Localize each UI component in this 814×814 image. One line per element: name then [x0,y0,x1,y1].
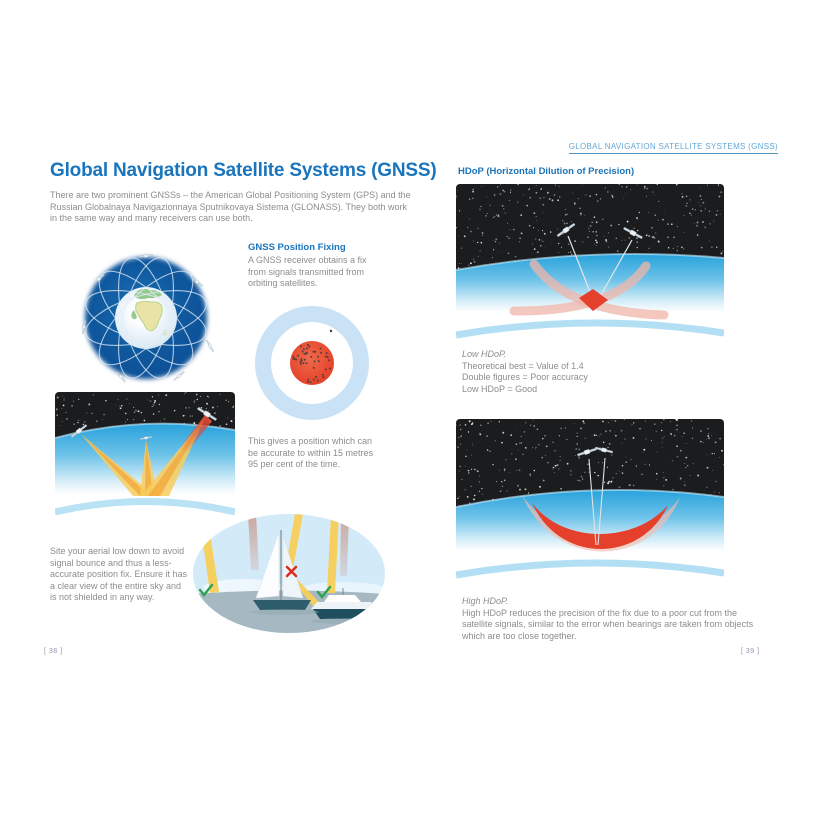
text-line: a clear view of the entire sky and [50,580,182,591]
text-line: orbiting satellites. [248,278,318,288]
page-number-left: [ 38 ] [44,648,63,655]
fix-dots [255,306,369,420]
signal-convergence-illustration [55,392,235,520]
text-line: from signals transmitted from [248,266,365,277]
intro-paragraph [50,190,411,225]
page-title: Global Navigation Satellite Systems (GNSS) [50,160,437,181]
text-line: be accurate to within 15 metres [248,447,374,458]
low-hdop-label: Low HDoP. [462,349,507,359]
text-line: This gives a position which can [248,436,373,446]
boats-illustration [193,514,385,633]
text-line: Site your aerial low down to avoid [50,546,185,556]
text-line: Low HDoP = Good [462,383,538,394]
high-hdop-label: High HDoP. [462,596,509,606]
aerial-note [50,546,187,604]
high-hdop-text [462,596,753,642]
hdop-heading: HDoP (Horizontal Dilution of Precision) [458,166,635,177]
text-line: Theoretical best = Value of 1.4 [462,360,584,371]
text-line: accurate position fix. Ensure it has [50,569,188,579]
high-hdop-illustration [456,419,724,584]
page-number-right: [ 39 ] [741,648,760,655]
low-hdop-text [462,349,588,395]
running-header [455,142,778,154]
accuracy-note [248,436,373,471]
text-line: A GNSS receiver obtains a fix [248,255,367,265]
text-line: signal bounce and thus a less- [50,557,172,568]
text-line: High HDoP reduces the precision of the fix due to a poor cut from the [462,607,737,618]
fix-scatter-illustration [255,306,369,420]
intro-line: Russian Globalnaya Navigazionnaya Sputnikovaya Sistema (GLONASS). They both work [50,201,408,212]
text-line: which are too close together. [462,630,577,641]
running-header-text: GLOBAL NAVIGATION SATELLITE SYSTEMS (GNSS) [569,142,778,154]
intro-line: in the same way and many receivers can use both. [50,213,253,223]
earth-orbits-illustration [58,230,234,406]
text-line: 95 per cent of the time. [248,459,341,469]
text-line: is not shielded in any way. [50,592,155,602]
position-fixing-body [248,255,367,290]
intro-line: There are two prominent GNSSs – the American Global Positioning System (GPS) and the [50,190,411,200]
position-fixing-heading: GNSS Position Fixing [248,242,346,253]
text-line: Double figures = Poor accuracy [462,372,588,382]
text-line: satellite signals, similar to the error when bearings are taken from objects [462,619,754,629]
low-hdop-illustration [456,184,724,344]
